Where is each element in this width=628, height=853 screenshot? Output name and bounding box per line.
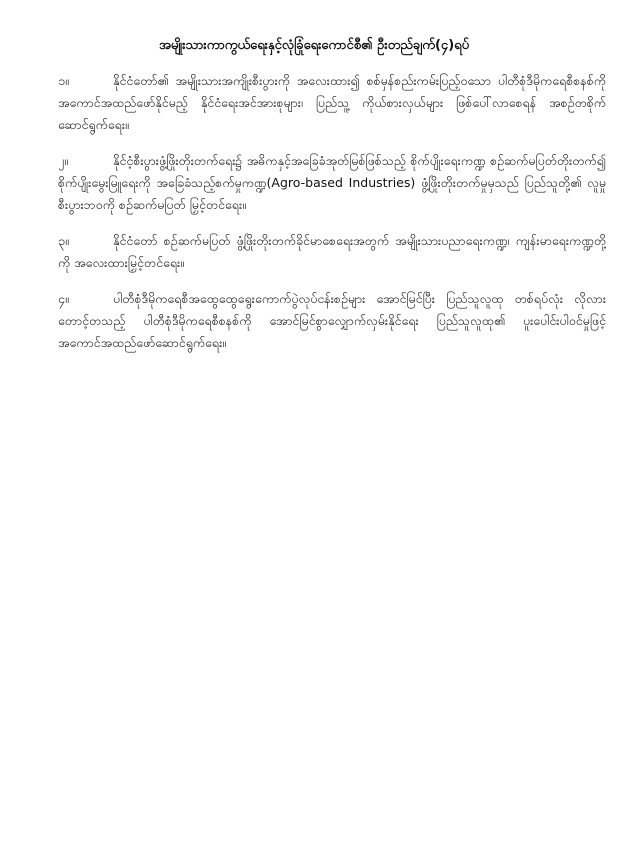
item-number: ၁။ [58,73,69,88]
item-number: ၃။ [58,233,69,248]
item-text: နိုင်ငံ့စီးပွားဖွံ့ဖြိုးတိုးတက်ရေး၌ အဓိကနှင့်အခြေခံအုတ်မြစ်ဖြစ်သည့် စိုက်ပျိုးရေးကဏ္ဍ စဉ်ဆက်မပြတ်တိုးတက်၍ စိုက်ပျိုးမွေးမြူရေးကို အခြေခံသည့်စက်မှုကဏ္ဍ(Agro-based Industries) ဖွံ့ဖြိုးတိုးတက်မှုမှသည် ပြည်သူတို့၏ လူမှုစီးပွားဘဝကို စဉ်ဆက်မပြတ် မြှင့်တင်ရေး။ [58,153,606,212]
item-number: ၂။ [58,153,68,168]
objectives-list [58,70,606,368]
item-text: နိုင်ငံတော် စဉ်ဆက်မပြတ် ဖွံ့ဖြိုးတိုးတက်ခိုင်မာစေရေးအတွက် အမျိုးသားပညာရေးကဏ္ဍ၊ ကျန်းမာရေးကဏ္ဍတို့ကို အလေးထားမြှင့်တင်ရေး။ [58,233,606,270]
item-text: နိုင်ငံတော်၏ အမျိုးသားအကျိုးစီးပွားကို အလေးထား၍ စစ်မှန်စည်းကမ်းပြည့်ဝသော ပါတီစုံဒီမိုကရေစီစနစ်ကို အကောင်အထည်ဖော်နိုင်မည့် နိုင်ငံရေးအင်အားစုများ၊ ပြည်သူ့ ကိုယ်စားလှယ်များ ဖြစ်ပေါ်လာစေရန် အစဉ်တစိုက် ဆောင်ရွက်ရေး။ [58,73,606,132]
list-item [58,230,606,274]
item-number: ၄။ [58,291,69,306]
list-item [58,70,606,136]
item-text: ပါတီစုံဒီမိုကရေစီအထွေထွေရွေးကောက်ပွဲလုပ်ငန်းစဉ်များ အောင်မြင်ပြီး ပြည်သူလူထု တစ်ရပ်လုံး လိုလားတောင့်တသည့် ပါတီစုံဒီမိုကရေစီစနစ်ကို အောင်မြင်စွာလျှောက်လှမ်းနိုင်ရေး ပြည်သူလူထု၏ ပူးပေါင်းပါဝင်မှုဖြင့် အကောင်အထည်ဖော်ဆောင်ရွက်ရေး။ [58,291,606,350]
list-item [58,288,606,354]
list-item [58,150,606,216]
document-title: အမျိုးသားကာကွယ်ရေးနှင့်လုံခြုံရေးကောင်စီ၏ ဦးတည်ချက်(၄)ရပ် [158,38,470,53]
